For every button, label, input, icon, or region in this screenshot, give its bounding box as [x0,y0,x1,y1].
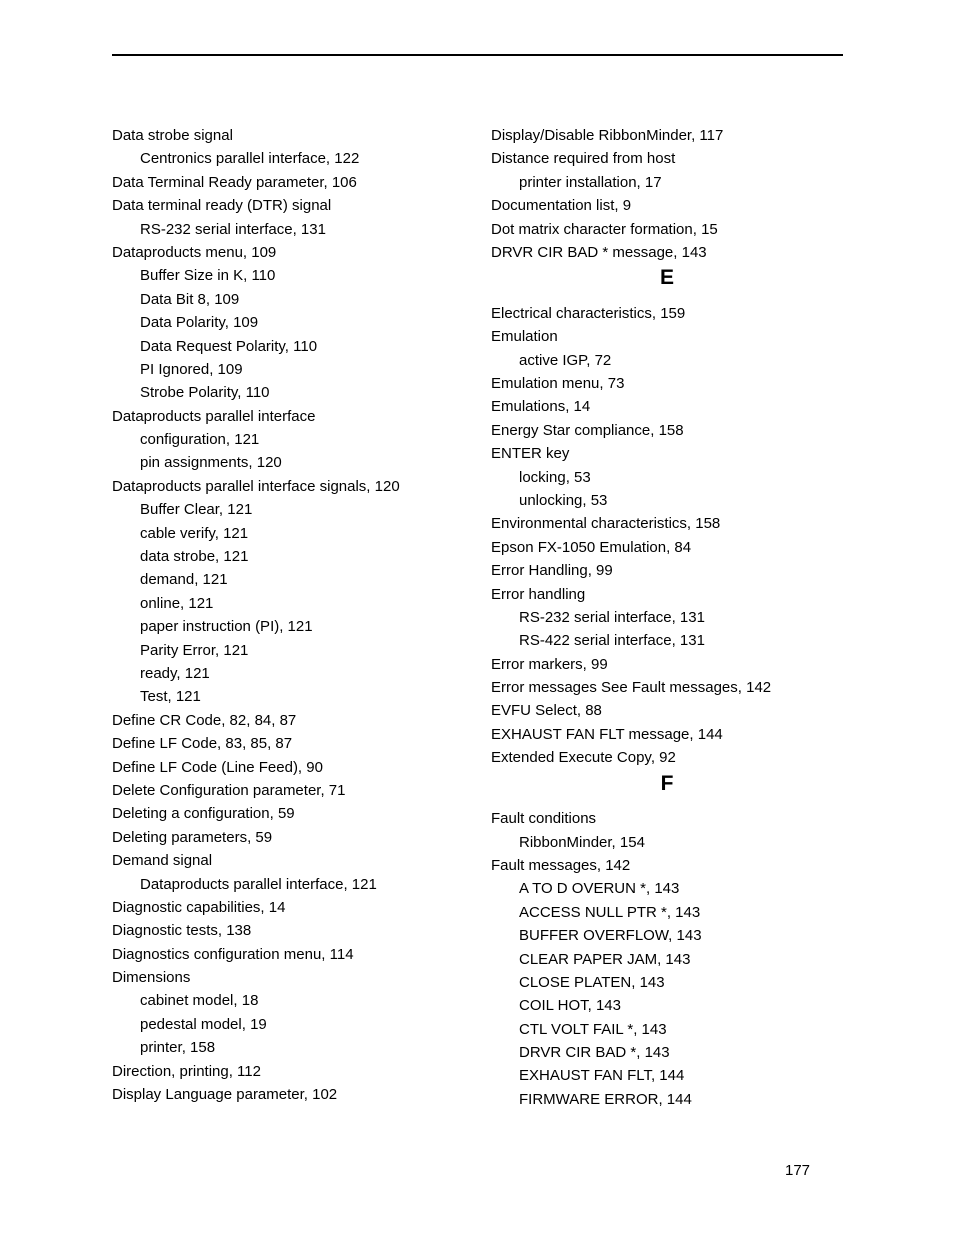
index-subentry: Data Bit 8, 109 [140,290,240,308]
index-entry: Error Handling, 99 [491,562,613,580]
index-entry: Demand signal [112,852,213,870]
index-entry: Fault conditions [491,810,597,828]
header-rule [112,54,843,56]
index-subentry: BUFFER OVERFLOW, 143 [519,927,702,945]
index-subentry: Centronics parallel interface, 122 [140,150,360,168]
index-subentry: FIRMWARE ERROR, 144 [519,1090,692,1108]
index-subentry: printer installation, 17 [519,173,662,191]
index-column-left [112,124,492,1106]
index-subentry: configuration, 121 [140,431,260,449]
index-subentry: Buffer Size in K, 110 [140,267,276,285]
index-entry: Deleting parameters, 59 [112,828,273,846]
index-entry: Dot matrix character formation, 15 [491,220,718,238]
index-entry: Emulations, 14 [491,398,591,416]
index-subentry: EXHAUST FAN FLT, 144 [519,1067,685,1085]
index-subentry: COIL HOT, 143 [519,997,621,1015]
index-subentry: demand, 121 [140,571,228,589]
index-entry: Data strobe signal [112,127,233,144]
index-subentry: CLOSE PLATEN, 143 [519,973,665,991]
page-number: 177 [785,1162,811,1179]
index-entry: Define LF Code (Line Feed), 90 [112,758,323,776]
index-entry: Error markers, 99 [491,655,608,673]
index-entry: Delete Configuration parameter, 71 [112,781,346,799]
index-subentry: CTL VOLT FAIL *, 143 [519,1020,667,1038]
index-entry: Data terminal ready (DTR) signal [112,197,332,215]
index-subentry: locking, 53 [519,468,591,486]
index-entry: Energy Star compliance, 158 [491,421,684,439]
index-subentry: Dataproducts parallel interface, 121 [140,875,377,893]
index-entry: Display/Disable RibbonMinder, 117 [491,127,724,144]
index-subentry: RibbonMinder, 154 [519,833,645,851]
index-entry: Extended Execute Copy, 92 [491,749,676,767]
index-entry: ENTER key [491,445,570,463]
index-entry: Dimensions [112,969,191,987]
index-entry: Display Language parameter, 102 [112,1086,338,1104]
index-entry: Error messages See Fault messages, 142 [491,679,772,697]
index-subentry: ACCESS NULL PTR *, 143 [519,903,701,921]
index-subentry: Buffer Clear, 121 [140,501,253,519]
index-entry: Fault messages, 142 [491,856,631,874]
section-letter-heading: E [659,266,674,290]
index-entry: DRVR CIR BAD * message, 143 [491,243,707,261]
index-entry: Diagnostics configuration menu, 114 [112,945,354,963]
index-entry: Emulation menu, 73 [491,375,625,393]
index-entry: Electrical characteristics, 159 [491,304,686,322]
index-entry: Environmental characteristics, 158 [491,515,721,533]
index-entry: Emulation [491,328,558,346]
index-subentry: Data Request Polarity, 110 [140,337,318,355]
index-subentry: pin assignments, 120 [140,454,282,472]
index-subentry: Parity Error, 121 [140,641,249,659]
index-column-right [491,124,871,1111]
index-subentry: RS-232 serial interface, 131 [140,220,326,238]
index-subentry: paper instruction (PI), 121 [140,618,313,636]
index-subentry: cable verify, 121 [140,524,249,542]
index-subentry: DRVR CIR BAD *, 143 [519,1044,670,1062]
index-subentry: online, 121 [140,594,214,612]
index-subentry: RS-232 serial interface, 131 [519,608,705,626]
section-letter-heading: F [660,771,674,795]
index-entry: Dataproducts parallel interface signals, 120 [112,477,400,495]
index-subentry: Strobe Polarity, 110 [140,384,270,402]
index-entry: EXHAUST FAN FLT message, 144 [491,725,723,743]
index-subentry: pedestal model, 19 [140,1015,267,1033]
index-subentry: data strobe, 121 [140,548,249,566]
index-subentry: ready, 121 [140,664,210,682]
index-entry: Distance required from host [491,150,676,168]
index-subentry: RS-422 serial interface, 131 [519,632,705,650]
index-entry: Deleting a configuration, 59 [112,805,295,823]
index-subentry: active IGP, 72 [519,351,612,369]
index-subentry: PI Ignored, 109 [140,360,243,378]
index-entry: Dataproducts menu, 109 [112,243,277,261]
index-subentry: unlocking, 53 [519,491,608,509]
index-entry: Data Terminal Ready parameter, 106 [112,173,357,191]
index-entry: Diagnostic tests, 138 [112,922,252,940]
index-subentry: Data Polarity, 109 [140,314,259,332]
index-entry: Define CR Code, 82, 84, 87 [112,711,297,729]
index-entry: Error handling [491,585,586,603]
index-subentry: printer, 158 [140,1039,216,1057]
index-subentry: A TO D OVERUN *, 143 [519,880,680,898]
index-entry: Documentation list, 9 [491,197,632,215]
index-subentry: Test, 121 [140,688,201,706]
index-subentry: CLEAR PAPER JAM, 143 [519,950,691,968]
index-entry: Diagnostic capabilities, 14 [112,898,286,916]
index-entry: Epson FX-1050 Emulation, 84 [491,538,692,556]
index-entry: EVFU Select, 88 [491,702,602,720]
index-entry: Dataproducts parallel interface [112,407,316,425]
index-entry: Define LF Code, 83, 85, 87 [112,735,293,753]
index-subentry: cabinet model, 18 [140,992,259,1010]
index-entry: Direction, printing, 112 [112,1062,261,1080]
